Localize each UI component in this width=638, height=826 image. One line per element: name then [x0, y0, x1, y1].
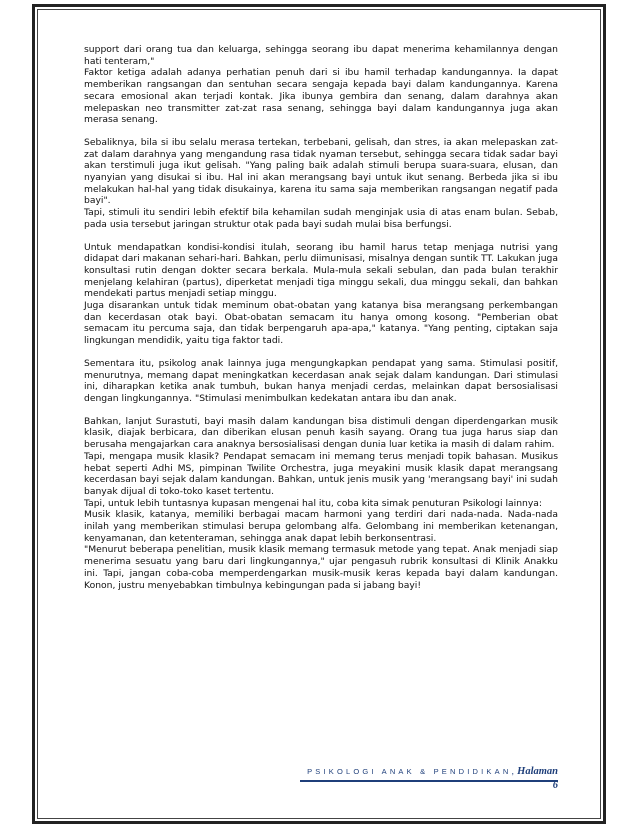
paragraph: Tapi, untuk lebih tuntasnya kupasan mengenai hal itu, coba kita simak penuturan Psikologi lainnya: [84, 497, 543, 509]
footer-separator: , [511, 766, 514, 776]
paragraph: Bahkan, lanjut Surastuti, bayi masih dalam kandungan bisa distimuli dengan diperdengarkan musik klasik, diajak berbicara, dan diberikan elusan penuh kasih sayang. Orang tua juga harus siap dan berusaha mengajarkan cara anaknya bersosialisasi dengan dunia luar ketika ia masih di dalam rahim. [84, 415, 558, 451]
paragraph: Sementara itu, psikolog anak lainnya juga mengungkapkan pendapat yang sama. Stimulasi positif, menurutnya, memang dapat meningkatkan kecerdasan anak sejak dalam kandungan. Dari stimulasi ini, diharapkan ketika anak tumbuh, bukan hanya menjadi cerdas, melainkan dapat bersosialisasi dengan lingkungannya. "Stimulasi menimbulkan kedekatan antara ibu dan anak. [84, 357, 558, 404]
paragraph: Faktor ketiga adalah adanya perhatian penuh dari si ibu hamil terhadap kandungannya. Ia dapat memberikan rangsangan dan sentuhan secara sengaja kepada bayi dalam kandungannya. Karena secara emosional akan terjadi kontak. Jika ibunya gembira dan senang, dalam darahnya akan melepaskan neo transmitter zat-zat rasa senang, sehingga bayi dalam kandungannya juga akan merasa senang. [84, 67, 558, 126]
paragraph: Sebaliknya, bila si ibu selalu merasa tertekan, terbebani, gelisah, dan stres, ia akan melepaskan zat-zat dalam darahnya yang mengandung rasa tidak nyaman tersebut, sehingga secara tidak sadar bayi akan terstimuli juga ikut gelisah. "Yang paling baik adalah stimuli berupa suara-suara, elusan, dan nyanyian yang disukai si ibu. Hal ini akan merangsang bayi untuk ikut senang. Berbeda jika si ibu melakukan hal-hal yang tidak disukainya, karena itu sama saja memberikan rangsangan negatif pada bayi". [84, 136, 558, 207]
page-footer [300, 764, 558, 791]
paragraph: Tapi, stimuli itu sendiri lebih efektif bila kehamilan sudah menginjak usia di atas enam bulan. Sebab, pada usia tersebut jaringan struktur otak pada bayi sudah mulai bisa berfungsi. [84, 207, 558, 230]
paragraph: Juga disarankan untuk tidak meminum obat-obatan yang katanya bisa merangsang perkembangan dan kecerdasan otak bayi. Obat-obatan semacam itu hanya omong kosong. "Pemberian obat semacam itu percuma saja, dan tidak berpengaruh apa-apa," katanya. "Yang penting, ciptakan saja lingkungan mendidik, yaitu tiga faktor tadi. [84, 300, 558, 347]
paragraph: Tapi, mengapa musik klasik? Pendapat semacam ini memang terus menjadi topik bahasan. Musikus hebat seperti Adhi MS, pimpinan Twilite Orchestra, juga meyakini musik klasik dapat merangsang kecerdasan bayi sejak dalam kandungan. Bahkan, untuk jenis musik yang 'merangsang bayi' ini sudah banyak dijual di toko-toko kaset tertentu. [84, 450, 558, 497]
paragraph: "Menurut beberapa penelitian, musik klasik memang termasuk metode yang tepat. Anak menjadi siap menerima sesuatu yang baru dari lingkungannya," ujar pengasuh rubrik konsultasi di Klinik Anakku ini. Tapi, jangan coba-coba memperdengarkan musik-musik keras kepada bayi dalam kandungan. Konon, justru menyebabkan timbulnya kebingungan pada si jabang bayi! [84, 544, 558, 591]
paragraph: support dari orang tua dan keluarga, sehingga seorang ibu dapat menerima kehamilannya dengan hati tenteram," [84, 44, 558, 67]
page-number: Halaman 6 [517, 766, 558, 791]
paragraph: Musik klasik, katanya, memiliki berbagai macam harmoni yang terdiri dari nada-nada. Nada-nada inilah yang memberikan stimulasi berupa gelombang alfa. Gelombang ini memberikan ketenangan, kenyamanan, dan ketenteraman, sehingga anak dapat lebih berkonsentrasi. [84, 509, 558, 544]
footer-title: PSIKOLOGI ANAK & PENDIDIKAN [307, 767, 512, 776]
document-body [84, 44, 558, 591]
paragraph: Untuk mendapatkan kondisi-kondisi itulah, seorang ibu hamil harus tetap menjaga nutrisi yang didapat dari makanan sehari-hari. Bahkan, perlu diimunisasi, misalnya dengan suntik TT. Lakukan juga konsultasi rutin dengan dokter secara berkala. Mula-mula sekali sebulan, dan pada bulan terakhir menjelang kelahiran (partus), diperketat menjadi tiga minggu sekali, dua minggu sekali, dan bahkan mendekati partus menjadi setiap minggu. [84, 241, 558, 300]
